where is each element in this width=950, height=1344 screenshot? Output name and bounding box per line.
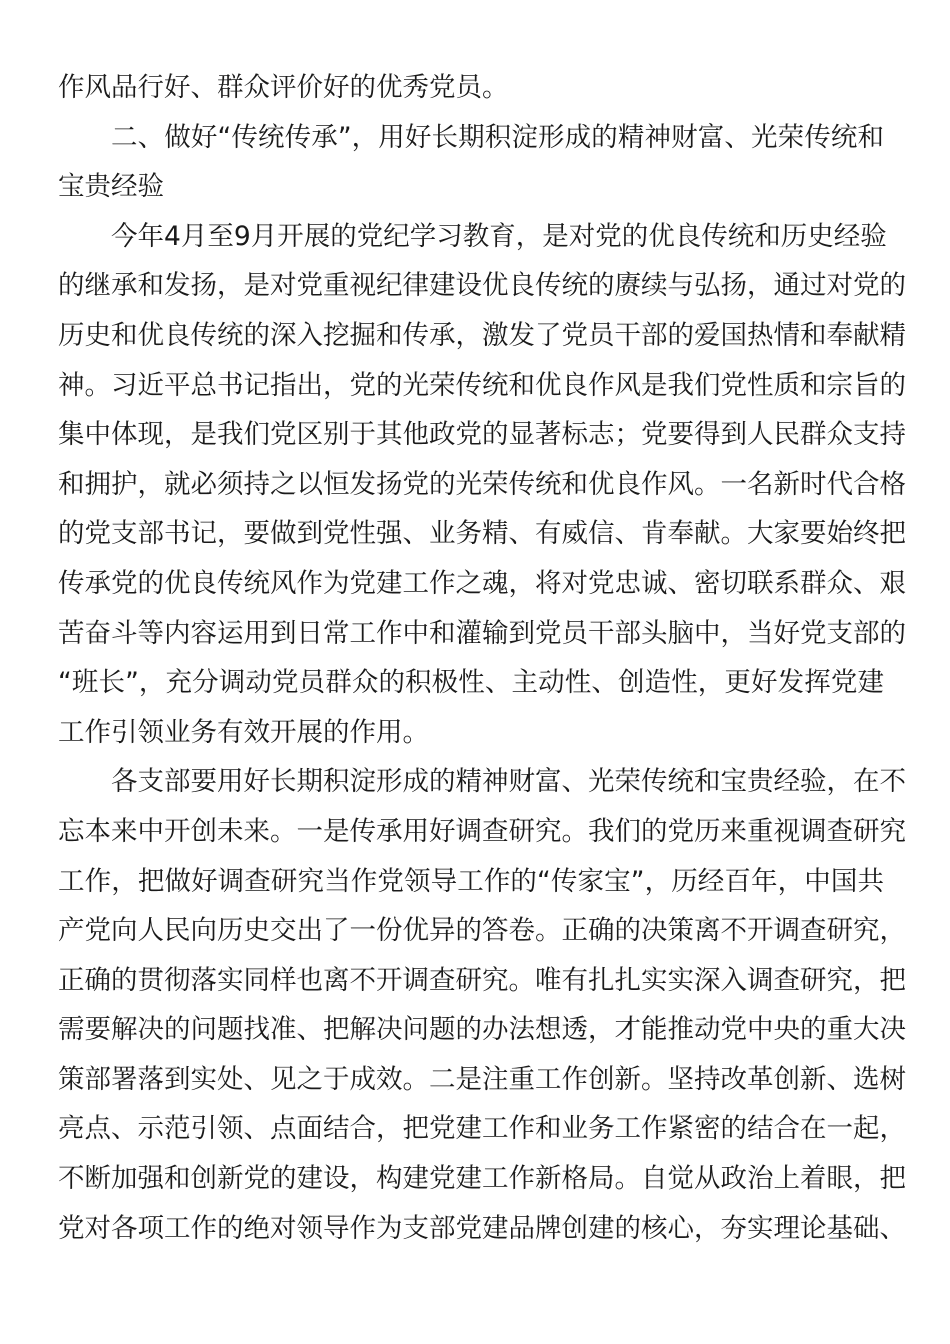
text-line: 不断加强和创新党的建设，构建党建工作新格局。自觉从政治上着眼，把 (58, 1163, 906, 1195)
document-body (58, 63, 906, 1253)
text-line: 历史和优良传统的深入挖掘和传承，激发了党员干部的爱国热情和奉献精 (58, 319, 906, 351)
text-line: 亮点、示范引领、点面结合，把党建工作和业务工作紧密的结合在一起， (58, 1113, 906, 1145)
text-line: 的党支部书记，要做到党性强、业务精、有威信、肯奉献。大家要始终把 (58, 518, 906, 550)
text-line: 忘本来中开创未来。一是传承用好调查研究。我们的党历来重视调查研究 (58, 815, 906, 847)
text-line: 集中体现，是我们党区别于其他政党的显著标志；党要得到人民群众支持 (58, 419, 906, 451)
text-line: 各支部要用好长期积淀形成的精神财富、光荣传统和宝贵经验，在不 (111, 766, 906, 798)
text-line: 的继承和发扬，是对党重视纪律建设优良传统的赓续与弘扬，通过对党的 (58, 270, 906, 302)
text-line: 产党向人民向历史交出了一份优异的答卷。正确的决策离不开调查研究， (58, 915, 906, 947)
text-line: 神。习近平总书记指出，党的光荣传统和优良作风是我们党性质和宗旨的 (58, 369, 906, 401)
text-line: 工作引领业务有效开展的作用。 (58, 716, 429, 748)
text-line: 苦奋斗等内容运用到日常工作中和灌输到党员干部头脑中，当好党支部的 (58, 617, 906, 649)
text-line: 策部署落到实处、见之于成效。二是注重工作创新。坚持改革创新、选树 (58, 1063, 906, 1095)
text-line: 需要解决的问题找准、把解决问题的办法想透，才能推动党中央的重大决 (58, 1014, 906, 1046)
text-line: 今年4月至9月开展的党纪学习教育，是对党的优良传统和历史经验 (111, 220, 887, 252)
text-line: 作风品行好、群众评价好的优秀党员。 (58, 72, 509, 103)
text-line: “班长”，充分调动党员群众的积极性、主动性、创造性，更好发挥党建 (58, 667, 884, 699)
section-heading-line: 二、做好“传统传承”，用好长期积淀形成的精神财富、光荣传统和 (111, 121, 884, 153)
text-line: 党对各项工作的绝对领导作为支部党建品牌创建的核心，夯实理论基础、 (58, 1212, 906, 1244)
text-line: 工作，把做好调查研究当作党领导工作的“传家宝”，历经百年，中国共 (58, 865, 884, 897)
text-line: 正确的贯彻落实同样也离不开调查研究。唯有扎扎实实深入调查研究，把 (58, 964, 906, 996)
section-heading-line: 宝贵经验 (58, 171, 164, 203)
text-line: 和拥护，就必须持之以恒发扬党的光荣传统和优良作风。一名新时代合格 (58, 468, 906, 500)
text-line: 传承党的优良传统风作为党建工作之魂，将对党忠诚、密切联系群众、艰 (58, 567, 906, 599)
